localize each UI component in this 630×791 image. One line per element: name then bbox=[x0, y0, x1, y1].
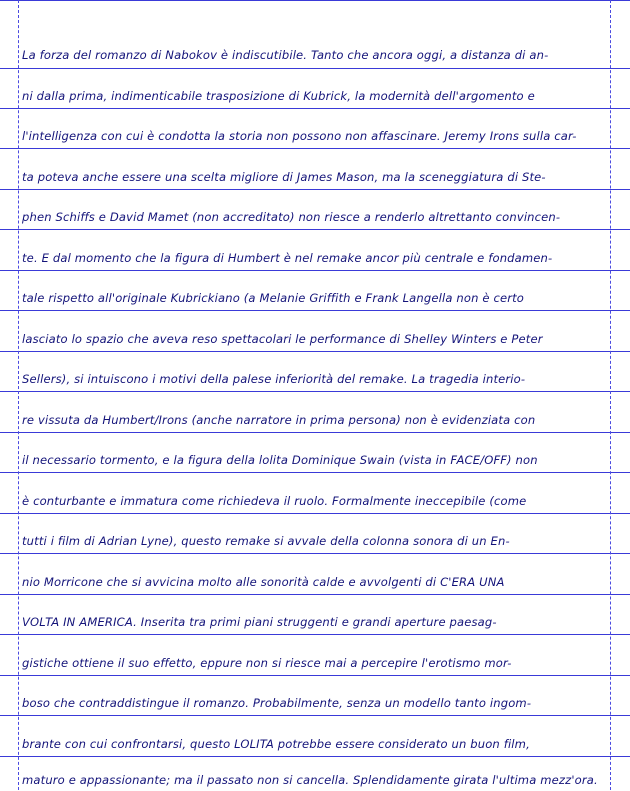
text-line-14: nio Morricone che si avvicina molto alle sonorità calde e avvolgenti di C'ERA UNA bbox=[22, 575, 505, 589]
text-line-15: VOLTA IN AMERICA. Inserita tra primi piani struggenti e grandi aperture paesag- bbox=[22, 615, 497, 629]
text-line-5: phen Schiffs e David Mamet (non accreditato) non riesce a renderlo altrettanto convincen- bbox=[22, 210, 561, 224]
text-line-18: brante con cui confrontarsi, questo LOLITA potrebbe essere considerato un buon film, bbox=[22, 737, 530, 751]
text-line-13: tutti i film di Adrian Lyne), questo remake si avvale della colonna sonora di un En- bbox=[22, 534, 510, 548]
text-line-17: boso che contraddistingue il romanzo. Probabilmente, senza un modello tanto ingom- bbox=[22, 696, 532, 710]
text-line-12: è conturbante e immatura come richiedeva il ruolo. Formalmente ineccepibile (come bbox=[22, 494, 527, 508]
text-line-2: ni dalla prima, indimenticabile trasposizione di Kubrick, la modernità dell'argomento e bbox=[22, 89, 535, 103]
text-line-1: La forza del romanzo di Nabokov è indiscutibile. Tanto che ancora oggi, a distanza di an- bbox=[22, 48, 549, 62]
handwritten-text bbox=[22, 0, 612, 790]
text-line-4: ta poteva anche essere una scelta migliore di James Mason, ma la sceneggiatura di Ste- bbox=[22, 170, 546, 184]
text-line-7: tale rispetto all'originale Kubrickiano (a Melanie Griffith e Frank Langella non è certo bbox=[22, 291, 525, 305]
text-line-9: Sellers), si intuiscono i motivi della palese inferiorità del remake. La tragedia interio- bbox=[22, 372, 526, 386]
text-line-16: gistiche ottiene il suo effetto, eppure non si riesce mai a percepire l'erotismo mor- bbox=[22, 656, 512, 670]
left-margin-line bbox=[18, 0, 20, 790]
text-line-19: maturo e appassionante; ma il passato non si cancella. Splendidamente girata l'ultima mezz'ora. bbox=[22, 773, 598, 787]
text-line-11: il necessario tormento, e la figura della lolita Dominique Swain (vista in FACE/OFF) non bbox=[22, 453, 538, 467]
text-line-8: lasciato lo spazio che aveva reso spettacolari le performance di Shelley Winters e Peter bbox=[22, 332, 543, 346]
text-line-3: l'intelligenza con cui è condotta la storia non possono non affascinare. Jeremy Irons sulla car- bbox=[22, 129, 577, 143]
text-line-10: re vissuta da Humbert/Irons (anche narratore in prima persona) non è evidenziata con bbox=[22, 413, 536, 427]
text-line-6: te. E dal momento che la figura di Humbert è nel remake ancor più centrale e fondamen- bbox=[22, 251, 553, 265]
